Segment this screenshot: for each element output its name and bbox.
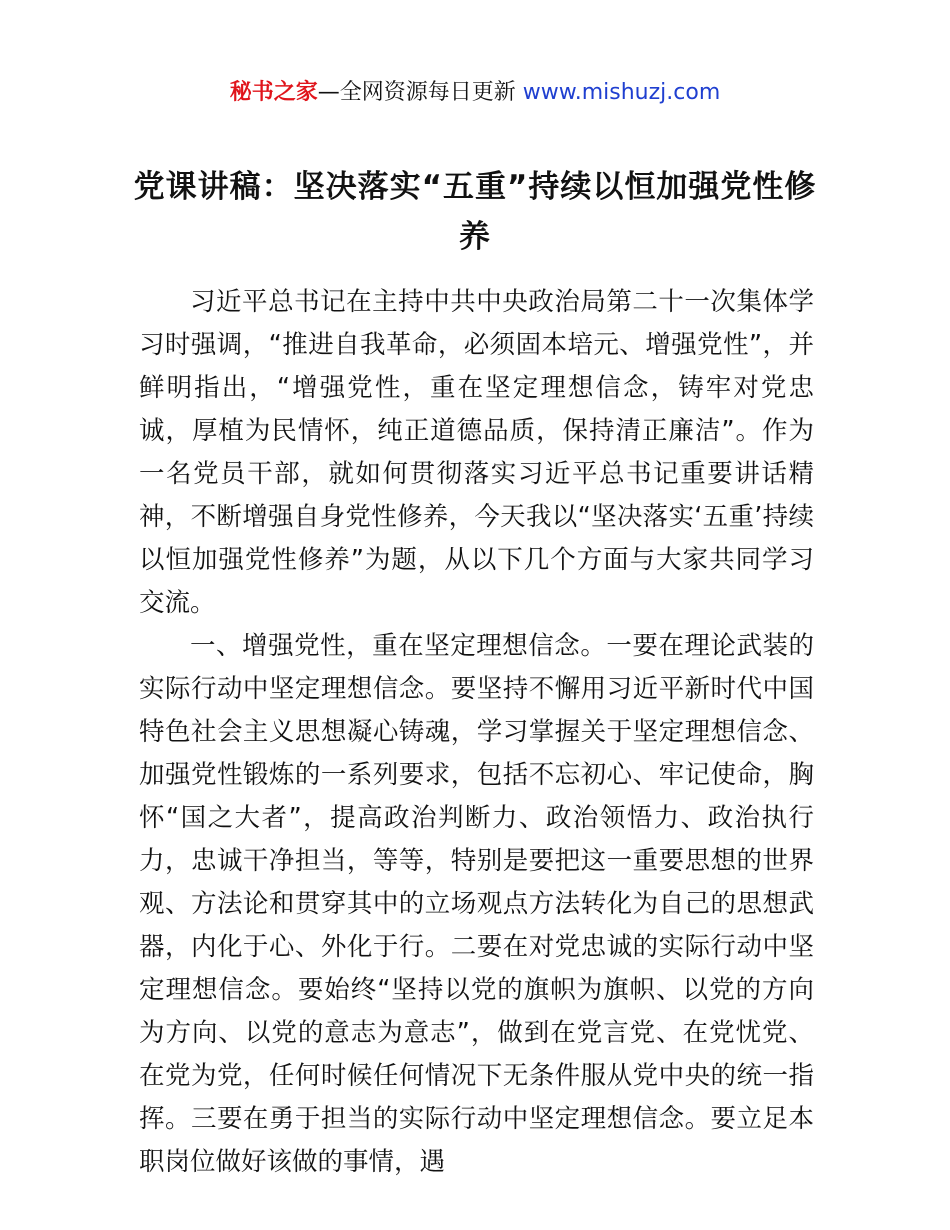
site-brand: 秘书之家 xyxy=(229,80,318,105)
paragraph-section-1: 一、增强党性，重在坚定理想信念。一要在理论武装的实际行动中坚定理想信念。要坚持不懈用习近平新时代中国特色社会主义思想凝心铸魂，学习掌握关于坚定理想信念、加强党性锻炼的一系列要求，包括不忘初心、牢记使命，胸怀“国之大者”，提高政治判断力、政治领悟力、政治执行力，忠诚干净担当，等等，特别是要把这一重要思想的世界观、方法论和贯穿其中的立场观点方法转化为自己的思想武器，内化于心、外化于行。二要在对党忠诚的实际行动中坚定理想信念。要始终“坚持以党的旗帜为旗帜、以党的方向为方向、以党的意志为意志”，做到在党言党、在党忧党、在党为党，任何时候任何情况下无条件服从党中央的统一指挥。三要在勇于担当的实际行动中坚定理想信念。要立足本职岗位做好该做的事情，遇 xyxy=(139,631,814,1177)
site-url-link[interactable]: www.mishuzj.com xyxy=(522,80,721,105)
paragraph-intro: 习近平总书记在主持中共中央政治局第二十一次集体学习时强调，“推进自我革命，必须固本培元、增强党性”，并鲜明指出，“增强党性，重在坚定理想信念，铸牢对党忠诚，厚植为民情怀，纯正道德品质，保持清正廉洁”。作为一名党员干部，就如何贯彻落实习近平总书记重要讲话精神，不断增强自身党性修养，今天我以“坚决落实‘五重’持续以恒加强党性修养”为题，从以下几个方面与大家共同学习交流。 xyxy=(139,287,814,618)
site-slogan: —全网资源每日更新 xyxy=(317,80,523,105)
site-header xyxy=(0,76,950,110)
document-title: 党课讲稿：坚决落实“五重”持续以恒加强党性修养 xyxy=(133,169,817,255)
document-body xyxy=(139,281,814,1184)
